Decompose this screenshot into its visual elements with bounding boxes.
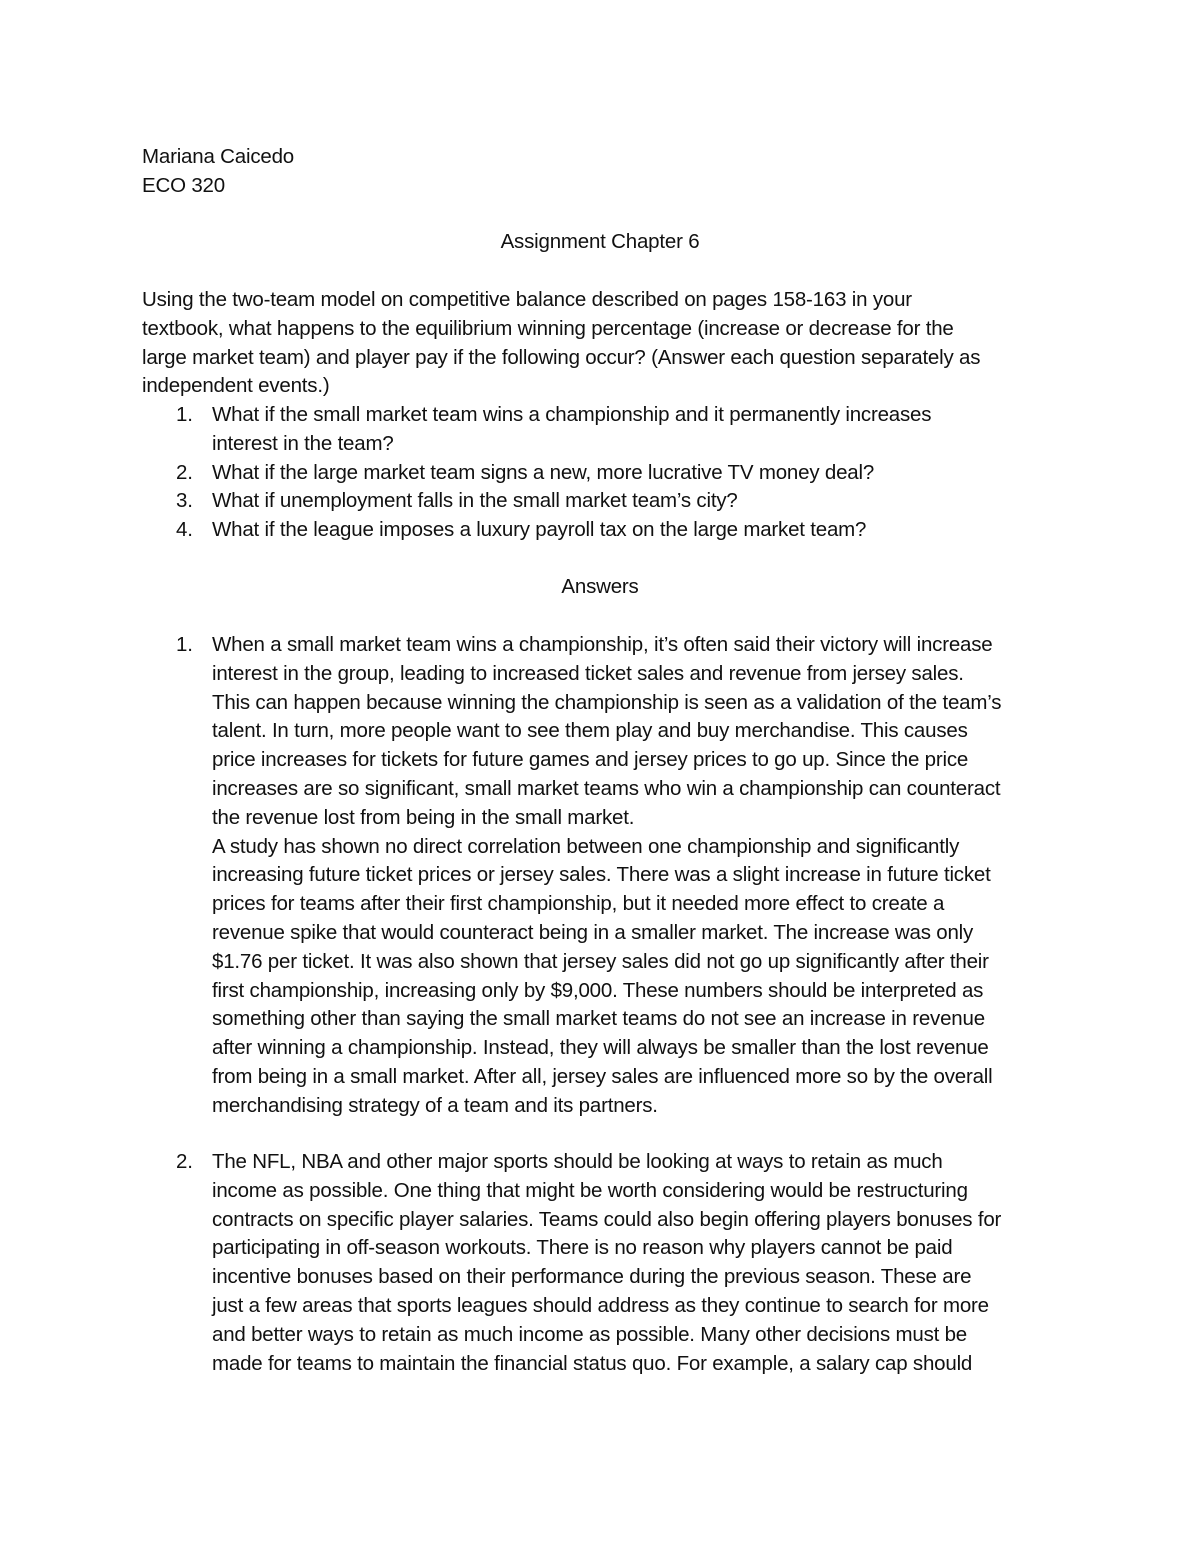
answer-number: 2. — [176, 1150, 193, 1173]
assignment-title: Assignment Chapter 6 — [500, 230, 700, 253]
answer-line: A study has shown no direct correlation between one championship and significantly — [212, 834, 960, 858]
question-line: What if the small market team wins a championship and it permanently increases — [212, 403, 932, 426]
answer-line: talent. In turn, more people want to see them play and buy merchandise. This causes — [212, 719, 968, 743]
question-item — [142, 487, 931, 516]
answer-line: from being in a small market. After all, jersey sales are influenced more so by the overall — [212, 1064, 993, 1088]
answer-item — [142, 631, 1001, 1121]
question-list — [142, 401, 931, 545]
answer-line: first championship, increasing only by $9,000. These numbers should be interpreted as — [212, 978, 984, 1002]
intro-line: independent events.) — [142, 374, 330, 398]
author-name: Mariana Caicedo — [142, 145, 294, 168]
answer-line: revenue spike that would counteract being in a smaller market. The increase was only — [212, 920, 974, 944]
intro-line: Using the two-team model on competitive balance described on pages 158-163 in your — [142, 288, 912, 311]
answer-line: incentive bonuses based on their performance during the previous season. These are — [212, 1265, 972, 1289]
answer-line: something other than saying the small market teams do not see an increase in revenue — [212, 1007, 985, 1031]
answer-line: income as possible. One thing that might be worth considering would be restructuring — [212, 1178, 968, 1202]
answer-line: When a small market team wins a championship, it’s often said their victory will increase — [212, 633, 993, 656]
question-line: interest in the team? — [212, 431, 394, 455]
answer-line: just a few areas that sports leagues should address as they continue to search for more — [212, 1293, 989, 1317]
answer-line: after winning a championship. Instead, they will always be smaller than the lost revenue — [212, 1036, 989, 1060]
intro-line: large market team) and player pay if the following occur? (Answer each question separately as — [142, 345, 981, 369]
question-number: 4. — [176, 518, 193, 542]
intro-paragraph — [142, 286, 980, 401]
answer-line: increases are so significant, small market teams who win a championship can counteract — [212, 776, 1001, 800]
answer-line: price increases for tickets for future games and jersey prices to go up. Since the price — [212, 748, 969, 772]
question-line: What if the large market team signs a new, more lucrative TV money deal? — [212, 460, 875, 484]
answer-line: The NFL, NBA and other major sports should be looking at ways to retain as much — [212, 1150, 943, 1173]
answer-line: contracts on specific player salaries. Teams could also begin offering players bonuses for — [212, 1207, 1002, 1231]
question-item — [142, 401, 931, 459]
answer-line: the revenue lost from being in the small market. — [212, 805, 635, 829]
answer-line: interest in the group, leading to increased ticket sales and revenue from jersey sales. — [212, 661, 964, 685]
answer-line: prices for teams after their first championship, but it needed more effect to create a — [212, 892, 945, 916]
answer-body — [142, 631, 1001, 1121]
intro-line: textbook, what happens to the equilibrium winning percentage (increase or decrease for the — [142, 316, 954, 340]
question-number: 1. — [176, 403, 193, 426]
answer-item — [142, 1148, 1001, 1378]
answer-body — [142, 1148, 1001, 1378]
course-code: ECO 320 — [142, 173, 225, 197]
question-number: 3. — [176, 489, 193, 513]
answer-line: merchandising strategy of a team and its partners. — [212, 1093, 658, 1117]
question-line: What if the league imposes a luxury payroll tax on the large market team? — [212, 518, 867, 542]
question-item — [142, 459, 931, 488]
answer-line: and better ways to retain as much income as possible. Many other decisions must be — [212, 1322, 968, 1346]
answer-line: participating in off-season workouts. There is no reason why players cannot be paid — [212, 1236, 953, 1260]
answer-line: increasing future ticket prices or jersey sales. There was a slight increase in future ticket — [212, 863, 991, 887]
question-line: What if unemployment falls in the small market team’s city? — [212, 489, 738, 513]
answer-line: This can happen because winning the championship is seen as a validation of the team’s — [212, 690, 1002, 714]
answers-heading: Answers — [561, 575, 639, 598]
question-number: 2. — [176, 460, 193, 484]
answer-number: 1. — [176, 633, 193, 656]
answer-line: made for teams to maintain the financial status quo. For example, a salary cap should — [212, 1351, 973, 1375]
answer-line: $1.76 per ticket. It was also shown that jersey sales did not go up significantly after their — [212, 949, 989, 973]
question-item — [142, 516, 931, 545]
document-header — [142, 143, 294, 201]
